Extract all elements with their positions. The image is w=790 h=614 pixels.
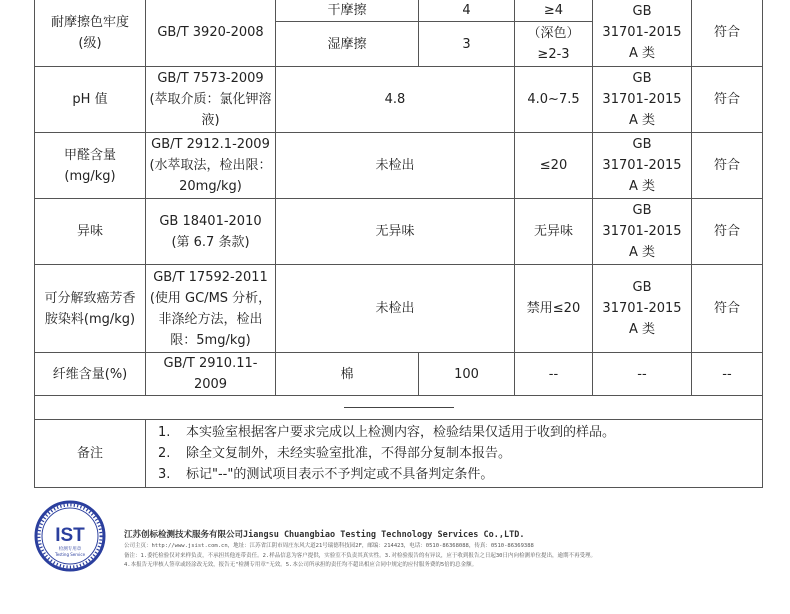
company-disclaimer-line: 4.本报告无审核人签章或经涂改无效，报告无"检测专用章"无效。5.本公司所承担的责任均不超出相应合同中规定的应付服务费的5倍的总金额。 <box>124 562 478 568</box>
notes-label: 备注 <box>35 420 146 488</box>
odor-method: GB 18401-2010 (第 6.7 条款) <box>146 199 276 265</box>
aromatic-amine-method: GB/T 17592-2011 (使用 GC/MS 分析， 非涤纶方法，检出 限：5mg/kg) <box>146 265 276 353</box>
ph-result: 符合 <box>692 67 763 133</box>
formaldehyde-result: 符合 <box>692 133 763 199</box>
aromatic-amine-judgement-basis: GB 31701-2015 A 类 <box>593 265 692 353</box>
ph-method: GB/T 7573-2009 (萃取介质：氯化钾溶 液) <box>146 67 276 133</box>
fiber-content-result: -- <box>692 353 763 396</box>
ph-item: pH 值 <box>35 67 146 133</box>
note-item <box>158 443 756 464</box>
formaldehyde-item: 甲醛含量 (mg/kg) <box>35 133 146 199</box>
report-footer <box>34 500 764 580</box>
note-number: 2. <box>158 446 171 461</box>
ph-standard: 4.0~7.5 <box>515 67 593 133</box>
logo-text: IST <box>55 525 85 546</box>
rubbing-result: 符合 <box>692 0 763 67</box>
aromatic-amine-result: 符合 <box>692 265 763 353</box>
company-name: 江苏创标检测技术服务有限公司Jiangsu Chuangbiao Testing Technology Services Co.,LTD. <box>124 530 525 540</box>
aromatic-amine-item: 可分解致癌芳香 胺染料(mg/kg) <box>35 265 146 353</box>
ph-judgement-basis: GB 31701-2015 A 类 <box>593 67 692 133</box>
logo-subtext: 检测专用章 <box>58 547 82 552</box>
rubbing-fastness-method: GB/T 3920-2008 <box>146 0 276 67</box>
end-separator-line <box>344 407 454 408</box>
note-item <box>158 422 756 443</box>
rubbing-judgement-basis: GB 31701-2015 A 类 <box>593 0 692 67</box>
formaldehyde-method: GB/T 2912.1-2009 (水萃取法，检出限： 20mg/kg) <box>146 133 276 199</box>
test-results-table <box>34 0 763 488</box>
note-text: 标记"--"的测试项目表示不予判定或不具备判定条件。 <box>186 467 494 482</box>
end-separator-row <box>35 396 763 420</box>
fiber-content-standard: -- <box>515 353 593 396</box>
note-number: 3. <box>158 467 171 482</box>
wet-rubbing-label: 湿摩擦 <box>276 22 419 67</box>
formaldehyde-standard: ≤20 <box>515 133 593 199</box>
fiber-content-value: 100 <box>419 353 515 396</box>
odor-standard: 无异味 <box>515 199 593 265</box>
dry-rubbing-value: 4 <box>419 0 515 22</box>
dry-rubbing-label: 干摩擦 <box>276 0 419 22</box>
fiber-content-item: 纤维含量(%) <box>35 353 146 396</box>
formaldehyde-value: 未检出 <box>276 133 515 199</box>
aromatic-amine-value: 未检出 <box>276 265 515 353</box>
company-contact-line: 公司主页：http://www.jsist.com.cn，地址：江苏省江阴市周庄东风大道21号瑞德科技园2F，邮编：214423，电话：0510-86368088，传真：0510-86369388 <box>124 543 534 549</box>
odor-result: 符合 <box>692 199 763 265</box>
odor-value: 无异味 <box>276 199 515 265</box>
dry-rubbing-standard: ≥4 <box>515 0 593 22</box>
wet-rubbing-value: 3 <box>419 22 515 67</box>
wet-rubbing-standard: （深色） ≥2-3 <box>515 22 593 67</box>
fiber-component: 棉 <box>276 353 419 396</box>
note-text: 除全文复制外，未经实验室批准，不得部分复制本报告。 <box>186 446 512 461</box>
odor-judgement-basis: GB 31701-2015 A 类 <box>593 199 692 265</box>
note-item <box>158 464 756 485</box>
company-disclaimer-line: 备注：1.委托检验仅对来样负责，不承担其他连带责任。2.样品信息为客户提供，实验室不负责其真实性。3.对检验报告的有异议，应于收到报告之日起30日内向检测单位提出，逾期不再受理。 <box>124 552 596 559</box>
aromatic-amine-standard: 禁用≤20 <box>515 265 593 353</box>
formaldehyde-judgement-basis: GB 31701-2015 A 类 <box>593 133 692 199</box>
rubbing-fastness-item: 耐摩擦色牢度 (级) <box>35 0 146 67</box>
fiber-judgement-basis: -- <box>593 353 692 396</box>
ist-seal-logo <box>34 500 106 572</box>
company-info-block <box>124 528 764 571</box>
notes-content <box>146 420 763 488</box>
ph-value: 4.8 <box>276 67 515 133</box>
note-number: 1. <box>158 425 171 440</box>
logo-subtext-en: Testing Service <box>54 552 86 557</box>
odor-item: 异味 <box>35 199 146 265</box>
note-text: 本实验室根据客户要求完成以上检测内容，检验结果仅适用于收到的样品。 <box>186 425 616 440</box>
fiber-content-method: GB/T 2910.11-2009 <box>146 353 276 396</box>
